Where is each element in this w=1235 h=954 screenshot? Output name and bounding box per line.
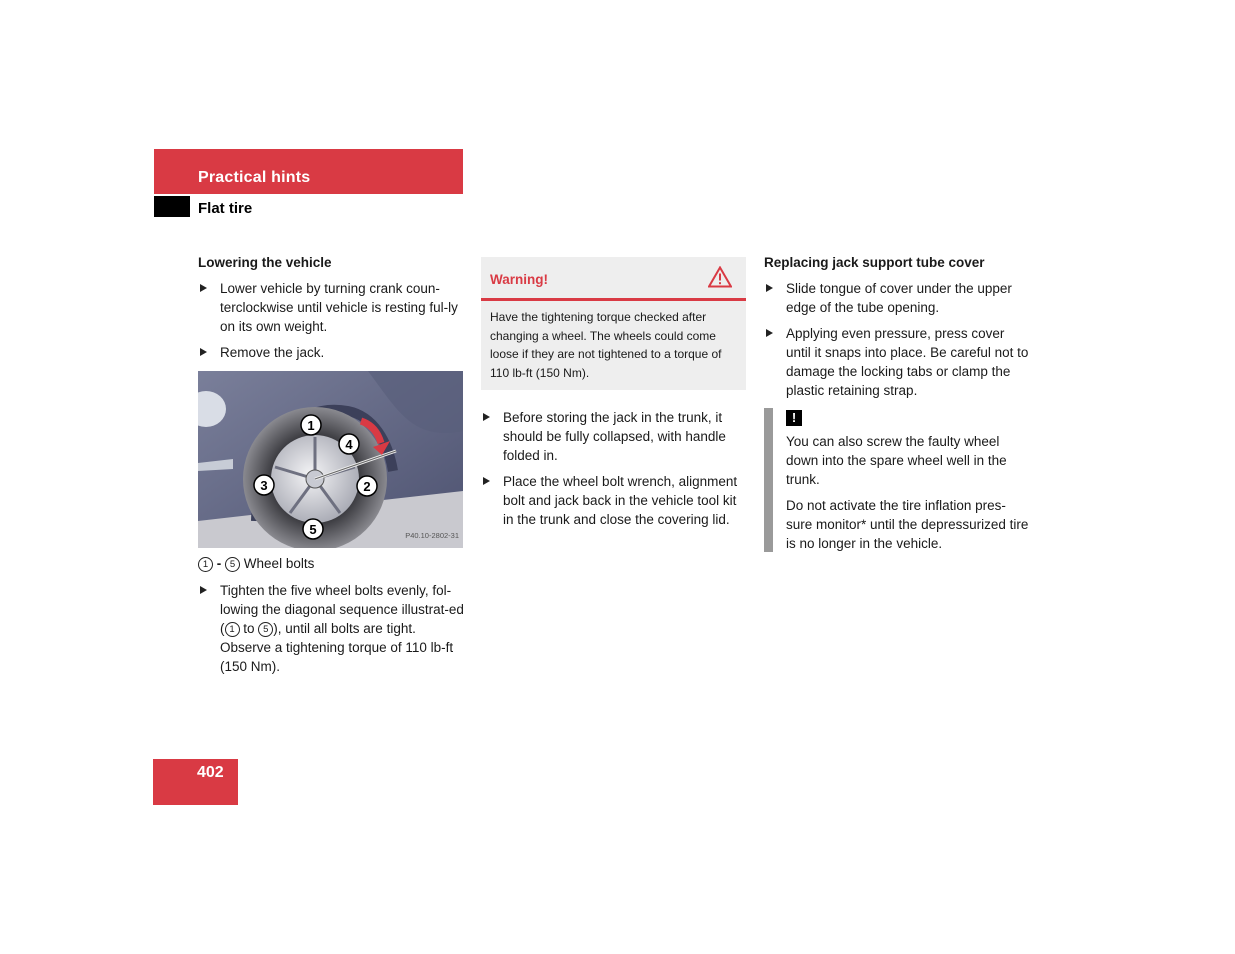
figure-legend: 1 - 5 Wheel bolts — [198, 554, 466, 573]
cover-heading: Replacing jack support tube cover — [764, 255, 985, 270]
lowering-heading: Lowering the vehicle — [198, 255, 332, 270]
list-item: Remove the jack. — [198, 343, 466, 362]
column-right — [764, 253, 1029, 560]
note-paragraph: Do not activate the tire inflation pres-sure monitor* until the depressurized tire is no longer in the vehicle. — [786, 498, 1029, 551]
callout-4: 4 — [345, 437, 353, 452]
warning-triangle-icon — [708, 266, 732, 288]
column-left — [198, 253, 466, 683]
note-box — [764, 408, 1029, 553]
callout-1: 1 — [307, 418, 315, 433]
page-number-box — [153, 759, 238, 805]
bullet-arrow-icon — [483, 477, 490, 485]
list-item: Place the wheel bolt wrench, alignment bolt and jack back in the vehicle tool kit in the trunk and close the covering lid. — [481, 472, 746, 529]
list-item: Lower vehicle by turning crank coun-terclockwise until vehicle is resting ful-ly on its own weight. — [198, 279, 466, 336]
list-item: Before storing the jack in the trunk, it should be fully collapsed, with handle folded in. — [481, 408, 746, 465]
wheel-bolt-figure — [198, 371, 463, 548]
wheel-illustration — [198, 371, 463, 548]
note-bar — [764, 408, 773, 552]
callout-3: 3 — [260, 478, 268, 493]
callout-2: 2 — [363, 479, 371, 494]
figure-code: P40.10-2802-31 — [405, 531, 459, 540]
list-item: Applying even pressure, press cover until it snaps into place. Be careful not to damage the locking tabs or clamp the plastic retaining strap. — [764, 324, 1029, 400]
list-item: Tighten the five wheel bolts evenly, fol-lowing the diagonal sequence illustrat-ed ( 1 to 5 ), until all bolts are tight. Observe a tightening torque of 110 lb-ft (150 Nm). — [198, 581, 466, 676]
bullet-arrow-icon — [483, 413, 490, 421]
subsection-marker — [154, 196, 190, 217]
list-item: Slide tongue of cover under the upper edge of the tube opening. — [764, 279, 1029, 317]
warning-header — [481, 257, 746, 301]
bullet-arrow-icon — [200, 348, 207, 356]
warning-box — [481, 257, 746, 390]
bullet-arrow-icon — [200, 586, 207, 594]
bullet-arrow-icon — [200, 284, 207, 292]
note-paragraph: You can also screw the faulty wheel down into the spare wheel well in the trunk. — [786, 434, 1007, 487]
section-title: Practical hints — [198, 169, 311, 186]
warning-text: Have the tightening torque checked after changing a wheel. The wheels could come loose if they are not tightened to a torque of 110 lb-ft (150 Nm). — [490, 310, 722, 380]
page-number: 402 — [197, 764, 224, 781]
exclamation-icon: ! — [786, 410, 802, 426]
warning-title: Warning! — [490, 272, 548, 287]
column-middle — [481, 257, 746, 536]
callout-5: 5 — [309, 522, 317, 537]
subsection-title: Flat tire — [198, 200, 253, 217]
bullet-arrow-icon — [766, 284, 773, 292]
bullet-arrow-icon — [766, 329, 773, 337]
